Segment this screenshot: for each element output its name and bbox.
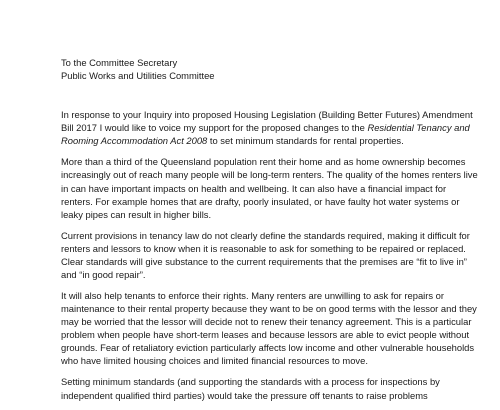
paragraph-1-end: to set minimum standards for rental properties. xyxy=(207,135,404,147)
act-title: Residential Tenancy and Rooming Accommodation Act 2008 xyxy=(61,122,470,147)
paragraph-1 xyxy=(61,108,479,147)
paragraph-3: Current provisions in tenancy law do not clearly define the standards required, making it difficult for renters and lessors to know when it is reasonable to ask for something to be repaired or replaced. Clear standards will give substance to the current requirements that the premises are “fit to live in” and “in good repair”. xyxy=(61,229,470,280)
recipient-line-2: Public Works and Utilities Committee xyxy=(61,70,215,82)
paragraph-2: More than a third of the Queensland population rent their home and as home ownership becomes increasingly out of reach many people will be long-term renters. The quality of the homes renters live in can have important impacts on health and wellbeing. It can also have a financial impact for renters. For example homes that are drafty, poorly insulated, or have faulty hot water systems or leaky pipes can result in higher bills. xyxy=(61,156,478,220)
recipient-address xyxy=(61,56,479,82)
paragraph-4: It will also help tenants to enforce their rights. Many renters are unwilling to ask for repairs or maintenance to their rental property because they want to be on good terms with the lessor and they may be worried that the lessor will decide not to renew their tenancy agreement. This is a particular problem when people have short-term leases and because lessors are able to evict people without grounds. Fear of retaliatory eviction particularly affects low income and other vulnerable households who have limited housing choices and limited financial resources to move. xyxy=(61,289,477,367)
recipient-line-1: To the Committee Secretary xyxy=(61,57,178,68)
letter-body xyxy=(61,108,479,401)
paragraph-5: Setting minimum standards (and supporting the standards with a process for inspections by independent qualified third parties) would take the pressure off tenants to raise problems xyxy=(61,376,440,401)
paragraph-1-start: In response to your Inquiry into proposed Housing Legislation (Building Better Futures) Amendment Bill 2017 I would like to voice my support for the proposed changes to the xyxy=(61,109,473,134)
letter-page xyxy=(61,56,479,410)
